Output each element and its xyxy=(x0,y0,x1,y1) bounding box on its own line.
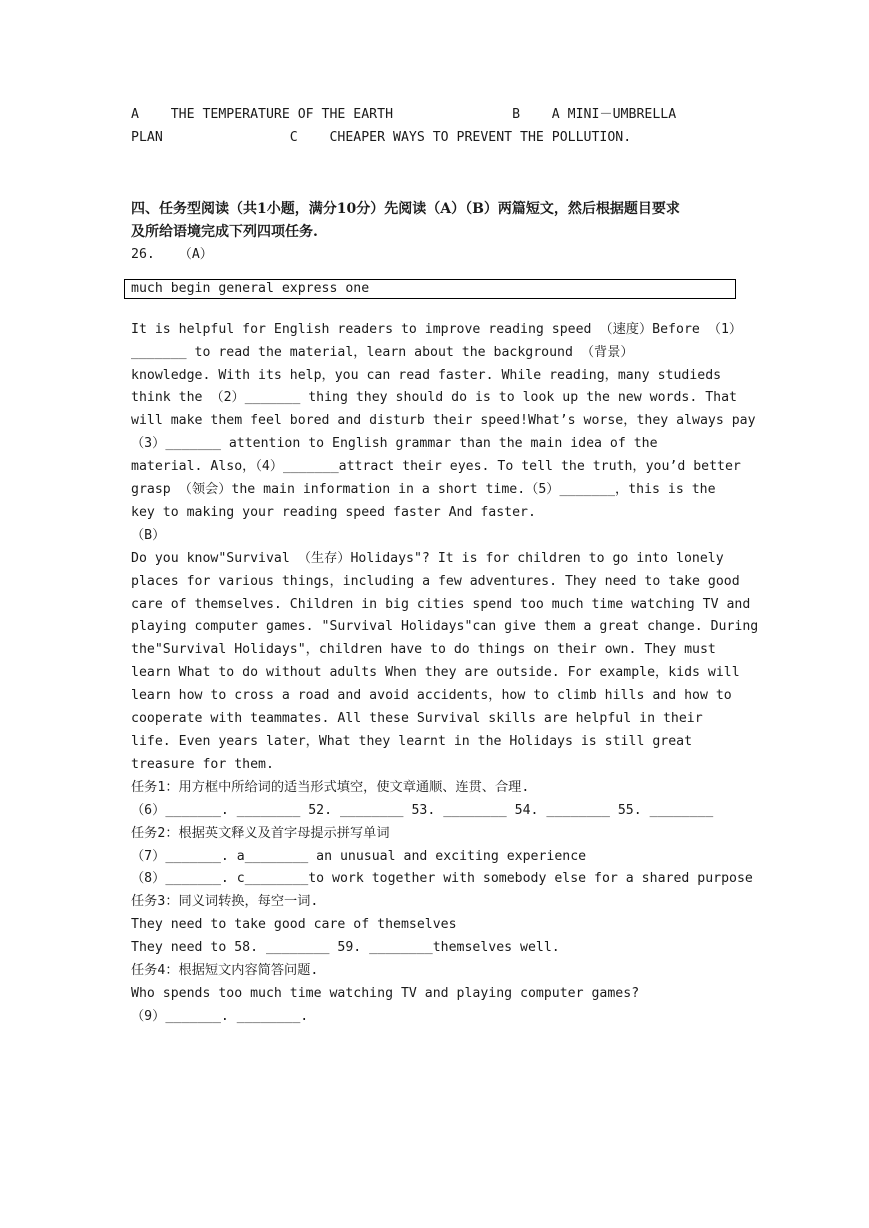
document-page xyxy=(131,104,759,1029)
passage-a-line: It is helpful for English readers to improve reading speed （速度）Before （1） xyxy=(131,321,743,337)
passage-a xyxy=(131,319,756,525)
tasks-section xyxy=(131,777,751,1029)
options-line-1: A THE TEMPERATURE OF THE EARTH B A MINI－UMBRELLA xyxy=(131,107,677,122)
task-4-instruction: 任务4：根据短文内容简答问题. xyxy=(131,963,319,979)
passage-a-line: material. Also，（4）_______attract their eyes. To tell the truth，you’d better xyxy=(131,459,741,475)
task-2-item-7: （7）_______. a________ an unusual and exciting experience xyxy=(131,848,587,864)
options-line-2: PLAN C CHEAPER WAYS TO PREVENT THE POLLUTION. xyxy=(131,129,632,145)
passage-b-line: learn What to do without adults When they are outside. For example，kids will xyxy=(131,665,740,681)
word-box: much begin general express one xyxy=(124,279,736,299)
passage-a-line: will make them feel bored and disturb their speed!What’s worse，they always pay xyxy=(131,413,756,429)
question-number: 26. （A） xyxy=(131,246,213,262)
passage-a-line: think the （2）_______ thing they should do is to look up the new words. That xyxy=(131,390,737,406)
passage-a-line: grasp （领会）the main information in a short time.（5）_______，this is the xyxy=(131,482,716,498)
passage-a-line: key to making your reading speed faster And faster. xyxy=(131,504,536,520)
passage-a-line: （3）_______ attention to English grammar than the main idea of the xyxy=(131,436,658,452)
task-4-answer: （9）_______. ________. xyxy=(131,1008,309,1024)
task-1-blanks: （6）_______. ________ 52. ________ 53. ________ 54. ________ 55. ________ xyxy=(131,802,714,818)
passage-b-line: learn how to cross a road and avoid accidents，how to climb hills and how to xyxy=(131,688,732,704)
task-2-instruction: 任务2：根据英文释义及首字母提示拼写单词 xyxy=(131,825,390,841)
passage-a-line: _______ to read the material，learn about the background （背景） xyxy=(131,344,634,360)
passage-b xyxy=(131,548,759,777)
passage-b-label: （B） xyxy=(131,527,166,543)
section-heading xyxy=(131,198,751,244)
task-3-instruction: 任务3：同义词转换，每空一词. xyxy=(131,894,319,910)
passage-b-line: care of themselves. Children in big cities spend too much time watching TV and xyxy=(131,596,751,612)
passage-b-line: life. Even years later，What they learnt in the Holidays is still great xyxy=(131,734,693,749)
passage-b-line: cooperate with teammates. All these Survival skills are helpful in their xyxy=(131,711,703,727)
passage-b-line: the"Survival Holidays"，children have to do things on their own. They must xyxy=(131,642,716,658)
passage-b-line: Do you know"Survival （生存）Holidays"? It is for children to go into lonely xyxy=(131,550,724,566)
task-1-instruction: 任务1：用方框中所给词的适当形式填空，使文章通顺、连贯、合理. xyxy=(131,779,530,795)
section-heading-line-1: 四、任务型阅读（共1小题，满分10分）先阅读（A）（B）两篇短文，然后根据题目要求 xyxy=(131,200,680,217)
passage-b-line: places for various things，including a few adventures. They need to take good xyxy=(131,573,740,589)
section-heading-line-2: 及所给语境完成下列四项任务. xyxy=(131,223,318,240)
answer-options xyxy=(131,104,751,150)
task-3-blanks: They need to 58. ________ 59. ________themselves well. xyxy=(131,940,560,956)
task-2-item-8: （8）_______. c________to work together with somebody else for a shared purpose xyxy=(131,871,753,887)
passage-b-line: treasure for them. xyxy=(131,756,274,772)
task-3-original: They need to take good care of themselves xyxy=(131,917,457,933)
passage-b-line: playing computer games. "Survival Holidays"can give them a great change. During xyxy=(131,619,759,635)
passage-a-line: knowledge. With its help，you can read faster. While reading，many studieds xyxy=(131,367,722,383)
task-4-question: Who spends too much time watching TV and playing computer games? xyxy=(131,985,640,1001)
